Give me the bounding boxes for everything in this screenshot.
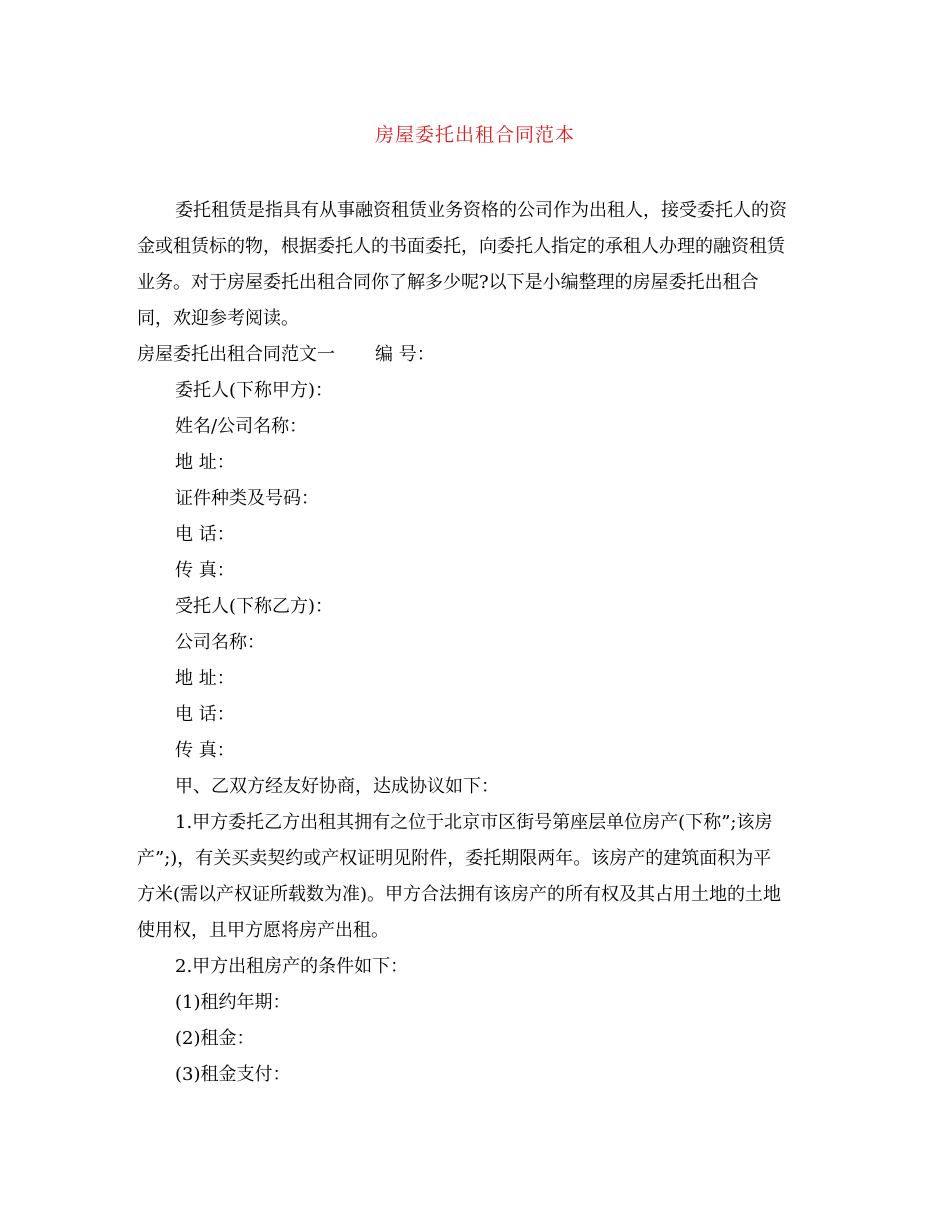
intro-line: 金或租赁标的物，根据委托人的书面委托，向委托人指定的承租人办理的融资租赁: [137, 236, 785, 257]
clause-1-line: 方米(需以产权证所载数为准)。甲方合法拥有该房产的所有权及其占用土地的土地: [137, 884, 782, 905]
party-b-company-label: 公司名称：: [175, 632, 265, 653]
clause-2-item: (2)租金：: [175, 1028, 255, 1049]
party-b-phone-label: 电 话：: [175, 704, 235, 725]
intro-line: 业务。对于房屋委托出租合同你了解多少呢?以下是小编整理的房屋委托出租合: [137, 272, 759, 293]
party-a-phone-label: 电 话：: [175, 524, 235, 545]
document-body: [137, 193, 815, 1093]
party-a-fax-label: 传 真：: [175, 560, 235, 581]
party-a-id-label: 证件种类及号码：: [175, 488, 319, 509]
clause-2-heading: 2.甲方出租房产的条件如下：: [175, 956, 409, 977]
party-b-heading: 受托人(下称乙方)：: [175, 596, 334, 617]
sample-heading: 房屋委托出租合同范文一: [137, 344, 335, 365]
intro-line: 委托租赁是指具有从事融资租赁业务资格的公司作为出租人，接受委托人的资: [175, 200, 787, 221]
party-a-address-label: 地 址：: [175, 452, 235, 473]
clause-2-item: (3)租金支付：: [175, 1064, 291, 1085]
party-b-address-label: 地 址：: [175, 668, 235, 689]
clause-2-item: (1)租约年期：: [175, 992, 291, 1013]
party-a-name-label: 姓名/公司名称：: [175, 416, 308, 437]
clause-1: [137, 805, 815, 949]
clause-1-line: 1.甲方委托乙方出租其拥有之位于北京市区街号第座层单位房产(下称”;该房: [175, 812, 773, 833]
clause-1-line: 使用权，且甲方愿将房产出租。: [137, 920, 389, 941]
agreement-intro: 甲、乙双方经友好协商，达成协议如下：: [175, 776, 499, 797]
number-label: 编 号：: [375, 344, 435, 365]
party-a-heading: 委托人(下称甲方)：: [175, 380, 334, 401]
intro-line: 同，欢迎参考阅读。: [137, 308, 299, 329]
clause-1-line: 产”;)，有关买卖契约或产权证明见附件，委托期限两年。该房产的建筑面积为平: [137, 848, 772, 869]
sample-heading-row: [137, 337, 815, 373]
document-title: 房屋委托出租合同范本: [374, 124, 575, 146]
party-b-fax-label: 传 真：: [175, 740, 235, 761]
intro-paragraph: [137, 193, 815, 337]
